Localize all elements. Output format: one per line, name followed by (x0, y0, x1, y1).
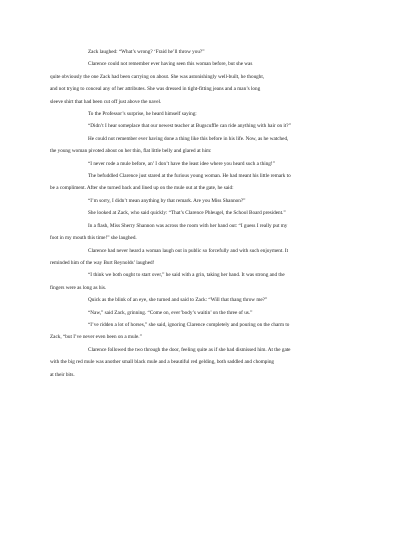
text-line: Zack laughed: “What’s wrong? ‘Fraid he’ll throw you?” (88, 49, 205, 55)
text-line: Clarence had never heard a woman laugh out in public so forcefully and with such enjoyment. It (88, 247, 289, 254)
text-line: Clarence could not remember ever having seen this woman before, but she was (88, 61, 253, 68)
text-line: be a compliment. After she turned back and lined up on the mule out at the gate, he said: (50, 185, 234, 192)
text-line: at their bits. (50, 371, 75, 378)
body-text (50, 46, 380, 381)
text-line: reminded him of the way Burt Reynolds’ laughed! (50, 259, 155, 266)
text-line: He could not remember ever having done a thing like this before in his life. Now, as he watched, (88, 135, 289, 142)
text-line: sleeve shirt that had been cut off just above the navel. (50, 98, 162, 105)
text-line: Clarence followed the two through the door, feeling quite as if she had dismissed him. At the gate (88, 346, 291, 353)
text-line: “Naw,” said Zack, grinning. “Come on, ever’body’s waitin’ on the three of us.” (88, 309, 253, 316)
text-line: “I’m sorry, I didn’t mean anything by that remark. Are you Miss Shannon?” (88, 197, 246, 204)
text-line: “I never rode a mule before, an’ I don’t have the least idee where you heard such a thing!” (88, 160, 275, 167)
text-line: To the Professor’s surprise, he heard himself saying: (88, 111, 197, 118)
text-line: The befuddled Clarence just stared at the furious young woman. He had meant his little remark to (88, 173, 291, 180)
text-line: “Didn’t I hear someplace that our newest teacher at Bugscuffle can ride anything with hair on it?” (88, 123, 291, 130)
text-line: “I’ve ridden a lot of horses,” she said, ignoring Clarence completely and pouring on the charm to (88, 321, 290, 328)
text-line: quite obviously the one Zack had been carrying on about. She was astonishingly well-built, he thought, (50, 73, 265, 80)
text-line: the young woman pivoted about on her thin, flat little belly and glared at him: (50, 148, 212, 155)
text-line: and not trying to conceal any of her attributes. She was dressed in tight-fitting jeans and a man’s long (50, 86, 261, 93)
text-line: fingers were as long as his. (50, 284, 107, 291)
text-line: Zack, “but I’ve never even been on a mule.” (50, 334, 142, 341)
text-line: Quick as the blink of an eye, she turned and said to Zack: “Will that thang throw me?” (88, 297, 268, 304)
text-line: “I think we both ought to start over,” he said with a grin, taking her hand. It was strong and the (88, 272, 285, 279)
text-line: foot in my mouth this time!” she laughed. (50, 235, 137, 242)
text-line: She looked at Zack, who said quickly: “That’s Clarence Phleugel, the School Board president.” (88, 210, 286, 217)
text-line: with the big red mule was another small black mule and a beautiful red gelding, both saddled and chomping (50, 359, 275, 366)
text-line: In a flash, Miss Sherry Shannon was across the room with her hand out: “I guess I really put my (88, 222, 288, 229)
